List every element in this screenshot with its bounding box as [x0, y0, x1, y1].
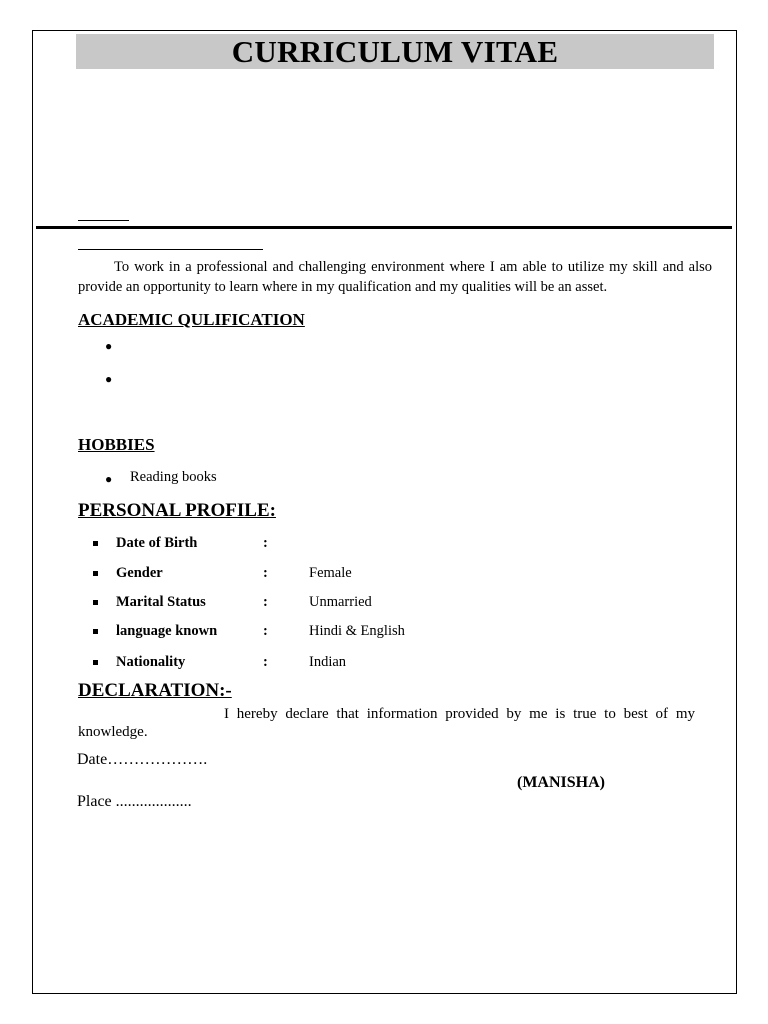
objective-underline [78, 249, 263, 250]
profile-label: Marital Status [116, 594, 206, 610]
profile-separator: : [263, 565, 268, 581]
header-divider [36, 226, 732, 229]
square-bullet-icon [93, 600, 98, 605]
profile-row [93, 535, 693, 555]
personal-profile-heading: PERSONAL PROFILE: [78, 500, 276, 521]
profile-separator: : [263, 594, 268, 610]
profile-separator: : [263, 654, 268, 670]
profile-label: language known [116, 623, 218, 639]
profile-label: Nationality [116, 654, 186, 670]
profile-value: Female [309, 565, 352, 581]
round-bullet-icon: ● [105, 339, 113, 353]
short-underline [78, 220, 129, 221]
document-title: CURRICULUM VITAE [76, 34, 714, 69]
profile-row [93, 623, 693, 643]
profile-value: Hindi & English [309, 623, 405, 639]
profile-value: Indian [309, 654, 347, 670]
square-bullet-icon [93, 629, 98, 634]
square-bullet-icon [93, 571, 98, 576]
profile-value: Unmarried [309, 594, 372, 610]
academic-heading: ACADEMIC QULIFICATION [78, 310, 305, 329]
profile-row [93, 654, 693, 674]
profile-label: Date of Birth [116, 535, 198, 551]
round-bullet-icon: ● [105, 472, 113, 486]
place-line: Place ................... [77, 793, 192, 810]
date-line: Date………………. [77, 751, 208, 768]
round-bullet-icon: ● [105, 372, 113, 386]
profile-label: Gender [116, 565, 163, 581]
objective-text: To work in a professional and challenging environment where I am able to utilize my skill and also provide an opportunity to learn where in my qualification and my qualities will be an asset. [78, 259, 712, 295]
declaration-heading: DECLARATION:- [78, 680, 232, 701]
signature-name: (MANISHA) [517, 774, 605, 791]
square-bullet-icon [93, 541, 98, 546]
square-bullet-icon [93, 660, 98, 665]
declaration-text: I hereby declare that information provided by me is true to best of my knowledge. [78, 706, 695, 740]
profile-separator: : [263, 535, 268, 551]
hobbies-heading: HOBBIES [78, 435, 155, 454]
profile-row [93, 594, 693, 614]
profile-separator: : [263, 623, 268, 639]
hobby-item: Reading books [130, 469, 217, 485]
profile-row [93, 565, 693, 585]
